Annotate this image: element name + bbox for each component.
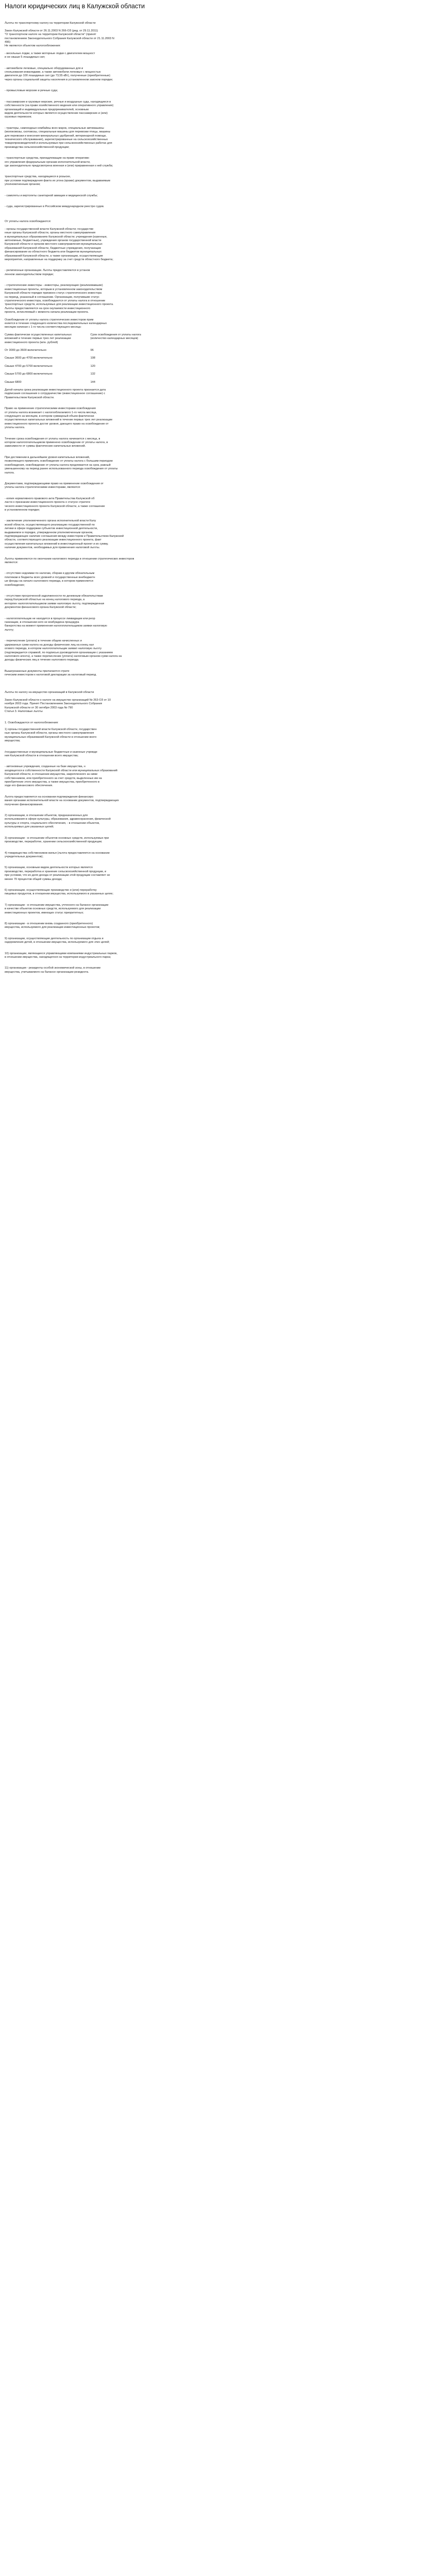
list-item: 2) организации, в отношении объектов, предназначенных для использования в сфере культуры, образования, здравоохранения, физической культуры и спорта, социального обеспечения, - в отношении объектов, используемых для указанных целей; [5, 814, 111, 829]
paragraph: - автомобили легковые, специально оборудованные для и спользования инвалидами, а также автомобили легковые с мощностью двигателя до 100 лошадиных сил (до 73,55 кВт), полученные (приобретенные) через органы социальной защиты населения в установленном законом порядке; [5, 66, 113, 81]
table-row [5, 349, 151, 352]
table-cell: Свыше 3600 до 4700 включительно [5, 357, 53, 360]
paragraph: Вышеуказанные документы прилагаются страте гическим инвестором к налоговой декларации за налоговый период. [5, 669, 97, 677]
paragraph: - налогоплательщик не находится в процессе ликвидации или реор ганизации, в отношении него не возбуждена процедура банкротства на момент применения налогоплательщиком заявки налоговую льготу; [5, 617, 107, 632]
paragraph: - промысловые морские и речные суда; [5, 89, 58, 93]
paragraph: Датой начала срока реализации инвестиционного проекта признается дата подписания соглашения о сотрудничестве (инвестиционное соглашение) с Правительством Калужской области. [5, 388, 106, 399]
paragraph: - заключение уполномоченного органа исполнительной власти Калу жской области, осуществляющего реализацию государственной по литики в сфере поддержки субъектов инвестиционной деятельности, выдаваемое в порядке, утвержденном уполномоченным органом, подтверждающее наличие соглашения между инвестором и Правительством Калужской области, соответствующего реализации инвестиционного проекта, факт осуществления капитальных вложений в инвестиционный проект и их сумму, наличие документов, необходимых для применения налоговой льготы. [5, 519, 124, 550]
exempt-intro: От уплаты налога освобождаются: [5, 220, 51, 224]
transport-intro: Льготы по транспортному налогу на территории Калужской области Закон Калужской области от 26.11.2003 N 266-ОЗ (ред. от 29.11.2011) "О транспортном налоге на территории Калужской области" (принят постановлением Законодательного Собрания Калужской области от 21.11.2003 N 496) Не являются объектом налогообложения: [5, 22, 114, 48]
table-cell: 96 [90, 348, 94, 352]
paragraph: Документами, подтверждающими право на применение освобождения от уплаты налога стратегическими инвесторами, являются: [5, 482, 104, 489]
table-cell: 120 [90, 364, 96, 368]
table-row [5, 365, 151, 368]
paragraph: - органы государственной власти Калужской области; государстве нные органы Калужской области, органы местного самоуправления в муниципальных образованиях Калужской области; учреждения (казенные, автономные, бюджетные), учреждения органов государственной власти Калужской области и органов местного самоуправления муниципальных образований Калужской области, бюджетные учреждения, получающие финансирование из областного бюджета или бюджетов муниципальных образований Калужской области, а также организации, осуществляющие мероприятия, направленные на поддержку за счет средств областного бюджета; [5, 227, 113, 262]
list-item: 4) товарищества собственников жилья (льгота предоставляется на основании учредительных документов); [5, 851, 110, 858]
paragraph: - стратегические инвесторы - инвесторы, реализующие (реализовавшие) инвестиционные проекты, которым в установленном законодательством Калужской области порядке присвоен статус стратегического инвестора на период, указанный в соглашении. Организации, получившие статус стратегического инвестора, освобождаются от уплаты налога в отношении транспортных средств, используемых для реализации инвестиционного проекта. Льготы предоставляются на срок окупаемости инвестиционного проекта, исчисляемый с момента начала реализации проекта. [5, 284, 114, 314]
paragraph: - тракторы, самоходные комбайны всех марок, специальные автомашины (молоковозы, скотовозы, специальные машины для перевозки птицы, машины для перевозки и внесения минеральных удобрений, ветеринарной помощи, технического обслуживания), зарегистрированные на сельскохозяйственных товаропроизводителей и используемые при сельскохозяйственных работах для производства сельскохозяйственной продукции; [5, 126, 112, 149]
exemption-term-table [5, 333, 151, 384]
table-cell: Свыше 5700 до 6800 включительно [5, 372, 53, 376]
paragraph: Закон Калужской области о налоге на имущество организаций № 263-ОЗ от 10 ноября 2003 года. Принят Постановлением Законодательного Собрания Калужской области от 30 октября 2003 года № 790 Статья 3. Налоговые льготы [5, 698, 111, 714]
list-item: 1) органы государственной власти Калужской области, государствен ные органы Калужской области, органы местного самоуправления муниципальных образований Калужской области в отношении всего имущества; [5, 727, 97, 743]
table-cell: 108 [90, 357, 96, 360]
list-item: /государственные и муниципальные бюджетные и казенные учрежде ния Калужской области в отношении всего имущества; [5, 750, 98, 757]
paragraph: Течение срока освобождения от уплаты налога начинается с месяца, в котором налогоплательщиком применено освобождение от уплаты налога, в зависимости от суммы фактических капитальных вложений. [5, 437, 108, 448]
paragraph: - самолеты и вертолеты санитарной авиации и медицинской службы; [5, 194, 98, 197]
paragraph: Право на применение стратегическими инвесторами освобождения от уплаты налога возникает с налогооблагаемого 1-го числа месяца, следующего за месяцем, в котором суммарный объем фактически осуществленных капитальных вложений в течение первых трех лет реализации инвестиционного проекта достиг уровня, дающего право на освобождение от уплаты налога. [5, 407, 113, 430]
page-title: Налоги юридических лиц в Калужской области [5, 3, 145, 10]
table-row [5, 357, 151, 360]
paragraph: - весельные лодки, а также моторные лодки с двигателем мощност и не свыше 5 лошадиных сил; [5, 52, 95, 59]
list-item: 11) организации - резиденты особой экономической зоны, в отношении имущества, учитываемого на балансе организации-резидента. [5, 967, 101, 974]
table-cell: Свыше 4700 до 5700 включительно [5, 364, 53, 368]
paragraph: - религиозные организации. Льготы предоставляются в установ ленном законодательством порядке; [5, 269, 90, 276]
list-item: 7) организации - в отношении имущества, учтенного на балансе организации в качестве объектов основных средств, используемого для реализации инвестиционных проектов, имеющих статус приоритетных; [5, 903, 109, 914]
paragraph: - транспортные средства, принадлежащие на праве оперативн ого управления федеральным органам исполнительной власти, где законодательно предусмотрена военная и (или) приравненная к ней служба; [5, 157, 113, 167]
paragraph: - перечисление (уплата) в течение общем начисленных и удержанных сумм налога на доходы физических лиц на конец нал огового периода, в котором налогоплательщик заявил налоговую льготу (подтверждается справкой, по подписью руководителя организации с указанием налогового агента), а также перечисление (уплата) налоговым органом сумм налога на доходы физических лиц в течение налогового периода. [5, 639, 122, 662]
list-item: - автономные учреждения, созданные на базе имущества, н аходящегося в собственности Калужской области или муниципальных образований Калужской области, в отношении имущества, закрепленного за ними собственником, или приобретенного за счет средств, выделенных им на приобретение этого имущества, а также имущества, приобретенного в ходе его финансового обеспечения. [5, 765, 117, 788]
table-cell: 132 [90, 372, 96, 376]
table-cell: Свыше 6800 [5, 380, 22, 384]
list-item: 10) организации, являющиеся управляющими компаниями индустриальных парков, в отношении имущества, находящегося на территории индустриального парка; [5, 952, 117, 959]
table-cell: 144 [90, 380, 96, 384]
table-cell: От 3000 до 3600 включительно [5, 348, 47, 352]
paragraph: При достижении в дальнейшем уровня капитальных вложений, позволяющего применить освобождение от уплаты налога с большим периодом освобождения, освобождение от уплаты налога продлевается на срок, равный уменьшенному на период ранее использованного периода освобождения от уплаты налога. [5, 455, 118, 474]
paragraph: - отсутствие недоимки по налогам, сборам и другим обязательным платежам в бюджеты всех уровней и государственные внебюджетн ые фонды на начало налогового периода, в котором применяется освобождение; [5, 572, 95, 587]
list-item: 5) организации, основным видом деятельности которых является производство, переработка и хранение сельскохозяйственной продукции, и при условии, что их доля дохода от реализации этой продукции составляет не менее 70 процентов общей суммы дохода; [5, 866, 110, 881]
property-heading: Льготы по налогу на имущество организаций в Калужской области [5, 690, 94, 694]
table-header-cell: Срок освобождения от уплаты налога (количество календарных месяцев) [90, 333, 142, 341]
paragraph: - копия нормативного правового акта Правительства Калужской об ласти о признании инвестиционного проекта о статусе стратеги ческого инвестиционного проекта Калужской области, а также соглашение в установленном порядке; [5, 497, 105, 512]
table-row [5, 381, 151, 384]
table-row [5, 372, 151, 376]
table-header-row [5, 333, 151, 345]
list-item: 6) организации, осуществляющие производство и (или) переработку пищевых продуктов, в отношении имущества, используемого в указанных целях; [5, 888, 114, 896]
paragraph: - пассажирские и грузовые морские, речные и воздушные суда, находящиеся в собственности (на праве хозяйственного ведения или оперативного управления) организаций и индивидуальных предпринимателей, основным видом деятельности которых является осуществление пассажирских и (или) грузовых перевозок; [5, 100, 114, 119]
list-item: Льгота предоставляется на основании подтверждения финансиро вания органами исполнительной власти на основании документов, подтверждающих получение финансирования. [5, 795, 119, 806]
paragraph: Освобождение от уплаты налога стратегических инвесторов прим еняется в течение следующего количества последовательных календарных месяцев начиная с 1-го числа соответствующего месяца: [5, 318, 107, 329]
list-item: 8) организации - в отношении вновь созданного (приобретенного) имущества, используемого для реализации инвестиционных проектов; [5, 922, 100, 929]
paragraph: транспортные средства, находящиеся в розыске, при условии подтверждения факта их угона (кражи) документом, выдаваемым уполномоченным органом; [5, 175, 111, 187]
paragraph: - отсутствие просроченной задолженности по денежным обязательствам перед Калужской областью на конец налогового периода, а инторлен налогоплательщиком заявки налоговую льготу, подтвержденная документом финансового органа Калужской области; [5, 595, 104, 609]
paragraph: 1. Освобождаются от налогообложения: [5, 721, 59, 724]
list-item: 9) организации, осуществляющие деятельность по организации отдыха и оздоровления детей, в отношении имущества, используемого для этих целей; [5, 937, 110, 944]
list-item: 3) организации - в отношении объектов основных средств, используемых при производстве, переработке, хранении сельскохозяйственной продукции; [5, 836, 109, 844]
paragraph: Льготы применяются по окончании налогового периода в отношении стратегических инвесторов являются: [5, 557, 134, 564]
paragraph: - суда, зарегистрированные в Российском международном реестре судов. [5, 205, 104, 208]
table-header-cell: Сумма фактически осуществленных капитальных вложений в течение первых трех лет реализации инвестиционного проекта (млн. рублей) [5, 333, 72, 344]
